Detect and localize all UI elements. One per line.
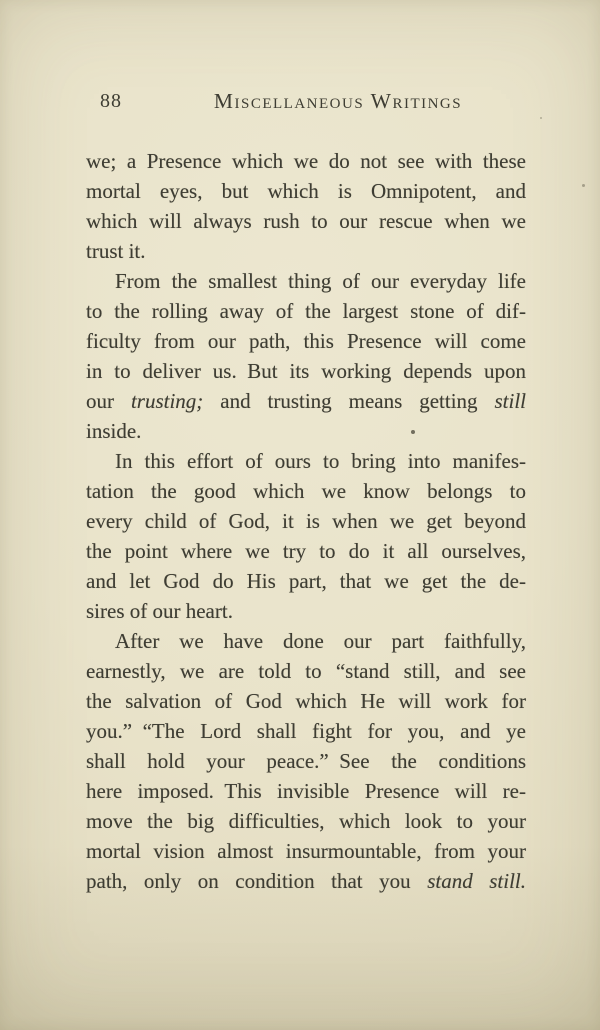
text-line: [86, 536, 526, 566]
text-line: [86, 446, 526, 476]
text-segment: trust it.: [86, 239, 146, 263]
text-line: [86, 146, 526, 176]
page-body: [86, 146, 526, 896]
text-line: [86, 776, 526, 806]
text-segment: here imposed. This invisible Presence will re-: [86, 779, 526, 803]
text-segment: move the big difficulties, which look to your: [86, 809, 526, 833]
italic-text-segment: trusting;: [130, 389, 204, 413]
print-speck: [582, 184, 585, 187]
text-segment: tation the good which we know belongs to: [86, 479, 526, 503]
text-line: [86, 716, 526, 746]
text-line: [86, 266, 526, 296]
text-segment: and trusting means getting: [203, 389, 495, 413]
text-segment: path, only on condition that you: [86, 869, 428, 893]
text-segment: to the rolling away of the largest stone of dif-: [86, 299, 526, 323]
text-segment: the point where we try to do it all ourselves,: [86, 539, 526, 563]
text-line: [86, 566, 526, 596]
page-number: 88: [100, 90, 122, 112]
text-line: [86, 326, 526, 356]
text-line: [86, 416, 526, 446]
italic-text-segment: still: [494, 389, 527, 413]
text-line: [86, 596, 526, 626]
text-line: [86, 206, 526, 236]
text-segment: our: [86, 389, 131, 413]
text-segment: earnestly, we are told to “stand still, and see: [86, 659, 526, 683]
print-speck: [411, 430, 415, 434]
text-segment: mortal vision almost insurmountable, from your: [86, 839, 526, 863]
text-line: [86, 386, 526, 416]
text-line: [86, 866, 526, 896]
text-line: [86, 806, 526, 836]
print-speck: [540, 117, 542, 119]
text-segment: which will always rush to our rescue when we: [86, 209, 526, 233]
text-segment: we; a Presence which we do not see with these: [86, 149, 526, 173]
italic-text-segment: stand still.: [427, 869, 526, 893]
text-line: [86, 296, 526, 326]
text-segment: in to deliver us. But its working depends upon: [86, 359, 526, 383]
text-line: [86, 176, 526, 206]
text-line: [86, 836, 526, 866]
text-segment: After we have done our part faithfully,: [115, 629, 526, 653]
text-segment: sires of our heart.: [86, 599, 233, 623]
text-line: [86, 686, 526, 716]
text-segment: From the smallest thing of our everyday life: [115, 269, 526, 293]
text-line: [86, 236, 526, 266]
text-line: [86, 506, 526, 536]
text-segment: every child of God, it is when we get beyond: [86, 509, 526, 533]
text-line: [86, 626, 526, 656]
text-line: [86, 746, 526, 776]
text-line: [86, 476, 526, 506]
text-segment: inside.: [86, 419, 142, 443]
text-segment: shall hold your peace.” See the conditions: [86, 749, 526, 773]
text-line: [86, 356, 526, 386]
text-segment: and let God do His part, that we get the de-: [86, 569, 526, 593]
page-header: [86, 89, 526, 115]
text-segment: you.” “The Lord shall fight for you, and ye: [86, 719, 526, 743]
text-line: [86, 656, 526, 686]
text-segment: the salvation of God which He will work for: [86, 689, 526, 713]
text-segment: In this effort of ours to bring into manifes-: [115, 449, 526, 473]
running-title: Miscellaneous Writings: [213, 89, 463, 113]
text-segment: ficulty from our path, this Presence will come: [86, 329, 526, 353]
text-segment: mortal eyes, but which is Omnipotent, and: [86, 179, 526, 203]
